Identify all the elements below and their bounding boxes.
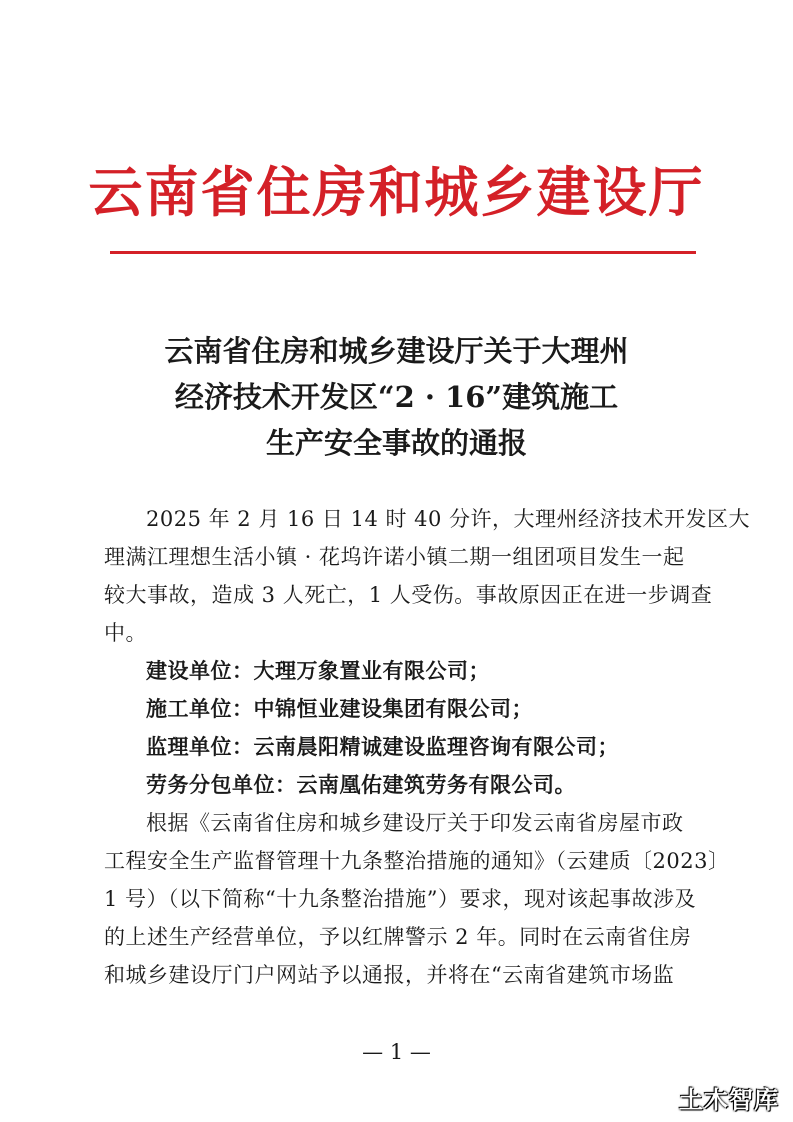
document-body bbox=[104, 500, 751, 994]
paragraph-penalty bbox=[104, 804, 730, 994]
unit-label: 建设单位： bbox=[146, 658, 254, 683]
text-line: 工程安全生产监督管理十九条整治措施的通知》（云建质〔2023〕 bbox=[104, 849, 730, 873]
text-line: 根据《云南省住房和城乡建设厅关于印发云南省房屋市政 bbox=[146, 811, 684, 835]
text-line: 中。 bbox=[104, 621, 147, 645]
issuer-header: 云南省住房和城乡建设厅 bbox=[88, 161, 705, 224]
text-line: 2025 年 2 月 16 日 14 时 40 分许，大理州经济技术开发区大 bbox=[146, 507, 751, 531]
title-line: 云南省住房和城乡建设厅关于大理州 bbox=[164, 334, 629, 368]
text-line: 和城乡建设厅门户网站予以通报，并将在“云南省建筑市场监 bbox=[104, 963, 675, 987]
text-line: 理满江理想生活小镇 · 花坞许诺小镇二期一组团项目发生一起 bbox=[104, 545, 685, 569]
text-line: 1 号）（以下简称“十九条整治措施”）要求，现对该起事故涉及 bbox=[104, 887, 697, 911]
title-line: 经济技术开发区“2 · 16”建筑施工 bbox=[174, 380, 619, 414]
unit-value: 中锦恒业建设集团有限公司； bbox=[253, 696, 533, 721]
unit-value: 大理万象置业有限公司； bbox=[253, 658, 490, 683]
paragraph-incident bbox=[104, 500, 751, 652]
red-divider-rule bbox=[110, 251, 696, 254]
unit-label: 劳务分包单位： bbox=[146, 772, 297, 797]
document-title bbox=[0, 328, 793, 466]
unit-construction-owner bbox=[104, 652, 696, 690]
unit-value: 云南晨阳精诚建设监理咨询有限公司； bbox=[253, 734, 619, 759]
unit-supervisor bbox=[104, 728, 696, 766]
text-line: 较大事故，造成 3 人死亡，1 人受伤。事故原因正在进一步调查 bbox=[104, 583, 713, 607]
unit-label: 施工单位： bbox=[146, 696, 254, 721]
title-line: 生产安全事故的通报 bbox=[265, 426, 527, 460]
unit-label: 监理单位： bbox=[146, 734, 254, 759]
page-number: — 1 — bbox=[362, 1040, 431, 1064]
unit-value: 云南凰佑建筑劳务有限公司。 bbox=[296, 772, 576, 797]
text-line: 的上述生产经营单位，予以红牌警示 2 年。同时在云南省住房 bbox=[104, 925, 692, 949]
unit-contractor bbox=[104, 690, 696, 728]
watermark-text: 土木智库 bbox=[679, 1086, 779, 1114]
unit-labor-subcontractor bbox=[104, 766, 696, 804]
